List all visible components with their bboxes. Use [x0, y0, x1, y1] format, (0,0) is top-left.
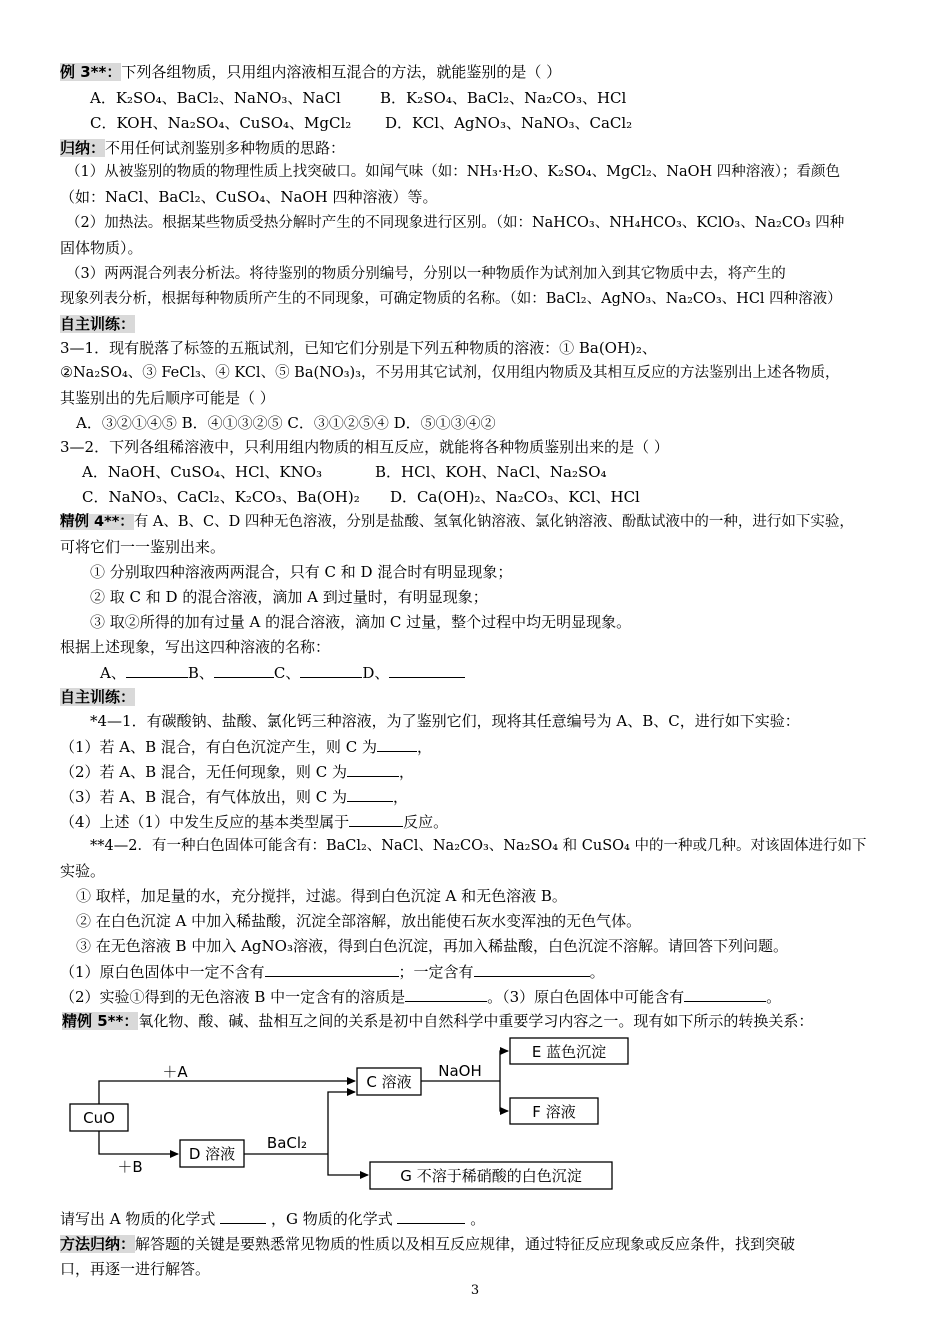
arrow-to-g — [328, 1154, 368, 1175]
question-3-2-option-a: A．NaOH、CuSO₄、HCl、KNO₃ — [82, 463, 323, 481]
answer-blank-4-2-2[interactable] — [474, 961, 590, 977]
example-5-label: 精例 5**： — [62, 1012, 139, 1030]
answer-blank-g-formula[interactable] — [397, 1208, 465, 1224]
question-4-2-step-3: ③ 在无色溶液 B 中加入 AgNO₃溶液，得到白色沉淀，再加入稀盐酸，白色沉淀不溶解。请回答下列问题。 — [76, 937, 788, 955]
answer-blank-c[interactable] — [300, 662, 362, 678]
summary-point-3-line-1: （3）两两混合列表分析法。将待鉴别的物质分别编号，分别以一种物质作为试剂加入到其它物质中去，将产生的 — [66, 266, 786, 282]
example-3-option-b: B．K₂SO₄、BaCl₂、Na₂CO₃、HCl — [380, 89, 627, 107]
answer-blank-4-2-1[interactable] — [265, 961, 399, 977]
question-3-2-option-c: C．NaNO₃、CaCl₂、K₂CO₃、Ba(OH)₂ — [82, 488, 360, 506]
question-3-1-line-1: 3—1．现有脱落了标签的五瓶试剂，已知它们分别是下列五种物质的溶液：① Ba(OH)₂、 — [60, 339, 657, 357]
label-g: G 不溶于稀硝酸的白色沉淀 — [400, 1167, 582, 1185]
example-5-intro: 精例 5**：氧化物、酸、碱、盐相互之间的关系是初中自然科学中重要学习内容之一。现有如下所示的转换关系： — [62, 1012, 814, 1030]
arrow-to-e — [500, 1051, 508, 1081]
label-d-solution: D 溶液 — [188, 1145, 236, 1163]
label-plus-b: ＋B — [117, 1158, 143, 1176]
label-plus-a: ＋A — [162, 1063, 188, 1081]
label-bacl2: BaCl₂ — [266, 1134, 308, 1152]
label-cuo: CuO — [83, 1109, 115, 1127]
example-3-option-d: D．KCl、AgNO₃、NaNO₃、CaCl₂ — [385, 114, 633, 132]
question-4-1-part-1: （1）若 A、B 混合，有白色沉淀产生，则 C 为 ， — [60, 738, 432, 756]
label-c-solution: C 溶液 — [366, 1073, 412, 1091]
summary-point-3-line-2: 现象列表分析，根据每种物质所产生的不同现象，可确定物质的名称。（如：BaCl₂、AgNO₃、Na₂CO₃、HCl 四种溶液） — [60, 291, 842, 307]
example-3-option-a: A．K₂SO₄、BaCl₂、NaNO₃、NaCl — [90, 89, 341, 107]
example-4-line-1: 精例 4**：有 A、B、C、D 四种无色溶液，分别是盐酸、氢氧化钠溶液、氯化钠溶液、酚酞试液中的一种，进行如下实验， — [60, 514, 854, 530]
answer-blank-b[interactable] — [214, 662, 274, 678]
summary-point-1-line-1: （1）从被鉴别的物质的物理性质上找突破口。如闻气味（如：NH₃·H₂O、K₂SO₄、MgCl₂、NaOH 四种溶液）；看颜色 — [66, 164, 840, 180]
question-3-2-option-b: B．HCl、KOH、NaCl、Na₂SO₄ — [375, 463, 607, 481]
arrow-to-f — [500, 1081, 508, 1111]
example-3-question: 例 3**：下列各组物质，只用组内溶液相互混合的方法，就能鉴别的是（ ） — [60, 63, 562, 81]
example-4-step-2: ② 取 C 和 D 的混合溶液，滴加 A 到过量时，有明显现象； — [90, 588, 488, 606]
answer-blank-4-1-3[interactable] — [347, 786, 393, 802]
summary-intro: 归纳：不用任何试剂鉴别多种物质的思路： — [60, 139, 346, 157]
answer-blank-d[interactable] — [389, 662, 465, 678]
question-3-2: 3—2．下列各组稀溶液中，只利用组内物质的相互反应，就能将各种物质鉴别出来的是（ ） — [60, 438, 669, 456]
answer-blank-4-2-3[interactable] — [405, 986, 487, 1002]
question-4-1: *4—1．有碳酸钠、盐酸、氯化钙三种溶液，为了鉴别它们，现将其任意编号为 A、B、C，进行如下实验： — [90, 712, 800, 730]
example-4-line-2: 可将它们一一鉴别出来。 — [60, 538, 226, 556]
question-4-1-part-3: （3）若 A、B 混合，有气体放出，则 C 为 ， — [60, 788, 408, 806]
summary-point-2-line-2: 固体物质）。 — [60, 239, 143, 257]
question-4-2-step-2: ② 在白色沉淀 A 中加入稀盐酸，沉淀全部溶解，放出能使石灰水变浑浊的无色气体。 — [76, 912, 642, 930]
question-3-2-option-d: D．Ca(OH)₂、Na₂CO₃、KCl、HCl — [390, 488, 640, 506]
example-4-ask: 根据上述现象，写出这四种溶液的名称： — [60, 638, 331, 656]
question-4-2-part-2: （2）实验①得到的无色溶液 B 中一定含有的溶质是 。（3）原白色固体中可能含有 。 — [60, 988, 782, 1006]
example-3-label: 例 3**： — [60, 63, 122, 81]
arrow-cuo-to-d — [99, 1131, 178, 1154]
question-3-1-options: A．③②①④⑤ B．④①③②⑤ C．③①②⑤④ D．⑤①③④② — [76, 414, 496, 432]
summary-label: 归纳： — [60, 139, 106, 157]
example-5-ask: 请写出 A 物质的化学式 ，G 物质的化学式 。 — [60, 1210, 486, 1228]
answer-blank-4-1-4[interactable] — [349, 811, 403, 827]
training-1-heading: 自主训练： — [60, 315, 136, 333]
method-label: 方法归纳： — [60, 1235, 136, 1253]
question-3-1-line-2: ②Na₂SO₄、③ FeCl₃、④ KCl、⑤ Ba(NO₃)₃，不另用其它试剂，仅用组内物质及其相互反应的方法鉴别出上述各物质， — [60, 365, 840, 381]
example-4-step-1: ① 分别取四种溶液两两混合，只有 C 和 D 混合时有明显现象； — [90, 563, 513, 581]
reaction-flow-diagram — [60, 1028, 630, 1198]
arrow-to-c — [328, 1092, 355, 1154]
page-number: 3 — [470, 1283, 480, 1298]
answer-blank-4-1-2[interactable] — [347, 761, 399, 777]
arrow-cuo-to-c — [99, 1081, 355, 1104]
summary-point-1-line-2: （如：NaCl、BaCl₂、CuSO₄、NaOH 四种溶液）等。 — [60, 188, 438, 206]
question-3-1-line-3: 其鉴别出的先后顺序可能是（ ） — [60, 389, 275, 407]
answer-blank-a[interactable] — [126, 662, 188, 678]
question-4-1-part-4: （4）上述（1）中发生反应的基本类型属于 反应。 — [60, 813, 449, 831]
question-4-2-line-2: 实验。 — [60, 862, 106, 880]
answer-blank-4-1-1[interactable] — [377, 736, 417, 752]
example-4-label: 精例 4**： — [60, 514, 134, 530]
answer-blank-a-formula[interactable] — [220, 1208, 266, 1224]
training-2-heading: 自主训练： — [60, 688, 136, 706]
method-line-2: 口，再逐一进行解答。 — [60, 1260, 211, 1278]
example-4-answer-line: A、 B、 C、 D、 — [100, 662, 465, 683]
answer-blank-4-2-4[interactable] — [684, 986, 766, 1002]
label-e: E 蓝色沉淀 — [531, 1043, 607, 1061]
summary-point-2-line-1: （2）加热法。根据某些物质受热分解时产生的不同现象进行区别。（如：NaHCO₃、NH₄HCO₃、KClO₃、Na₂CO₃ 四种 — [66, 215, 845, 231]
label-naoh: NaOH — [438, 1062, 482, 1080]
example-3-option-c: C．KOH、Na₂SO₄、CuSO₄、MgCl₂ — [90, 114, 352, 132]
question-4-2-line-1: **4—2．有一种白色固体可能含有：BaCl₂、NaCl、Na₂CO₃、Na₂SO₄ 和 CuSO₄ 中的一种或几种。对该固体进行如下 — [90, 838, 867, 854]
question-4-2-part-1: （1）原白色固体中一定不含有 ；一定含有 。 — [60, 963, 605, 981]
question-4-2-step-1: ① 取样，加足量的水，充分搅拌，过滤。得到白色沉淀 A 和无色溶液 B。 — [76, 887, 567, 905]
method-line-1: 方法归纳：解答题的关键是要熟悉常见物质的性质以及相互反应规律，通过特征反应现象或反应条件，找到突破 — [60, 1235, 796, 1253]
label-f: F 溶液 — [532, 1103, 576, 1121]
example-4-step-3: ③ 取②所得的加有过量 A 的混合溶液，滴加 C 过量，整个过程中均无明显现象。 — [90, 613, 632, 631]
question-4-1-part-2: （2）若 A、B 混合，无任何现象，则 C 为 ， — [60, 763, 414, 781]
